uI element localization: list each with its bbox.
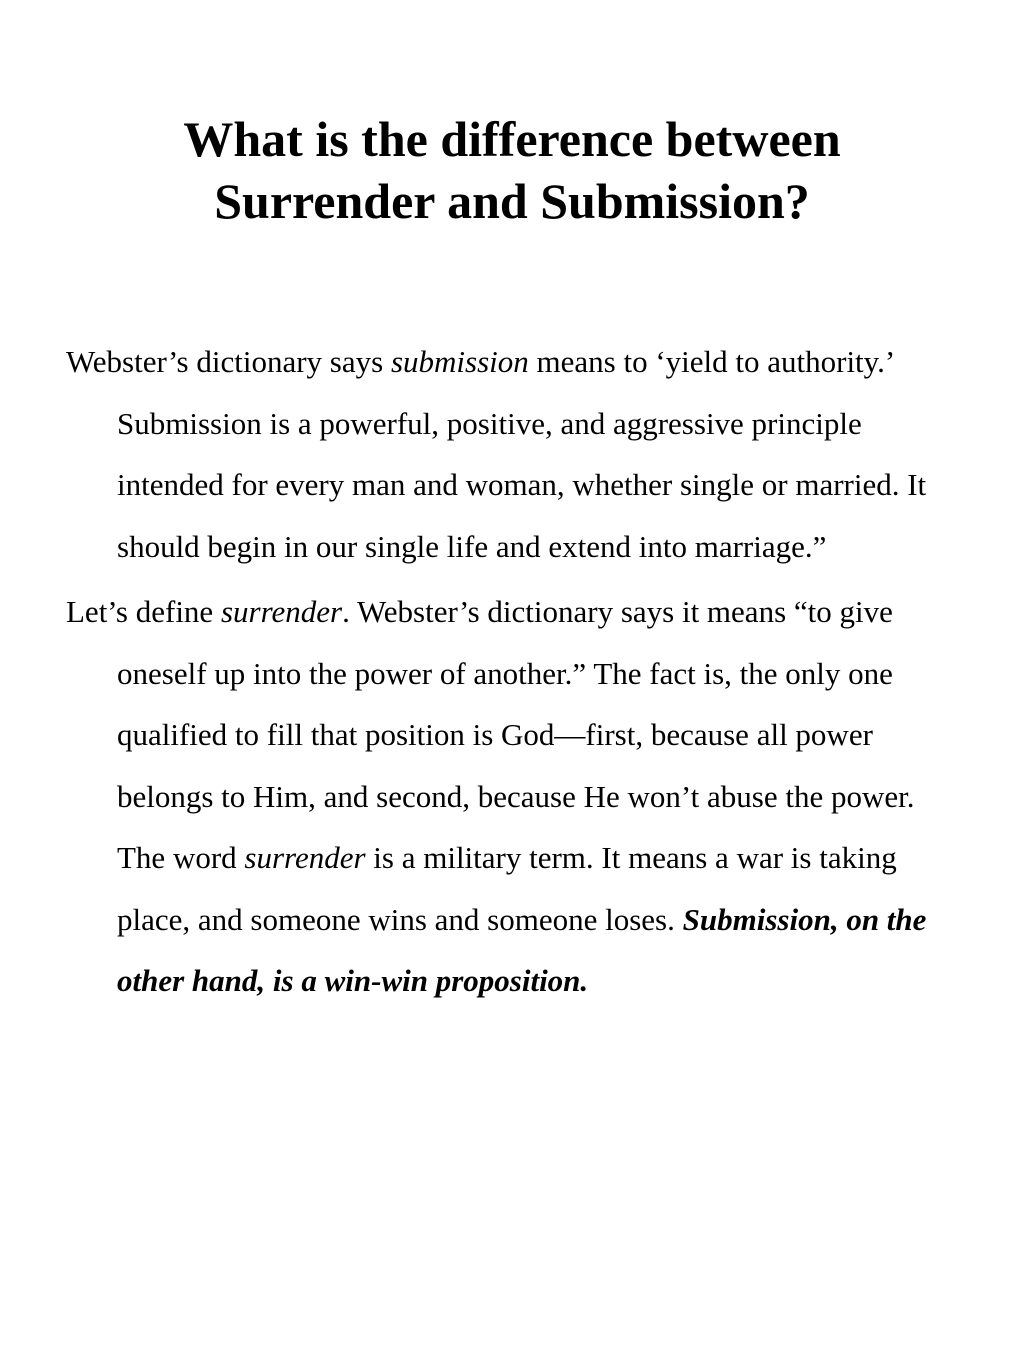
- emphasis-conclusion: Submission, on the other hand, is a win-win proposition.: [117, 901, 927, 998]
- paragraph-text: is a military term. It means a war is taking place, and someone wins and someone loses.: [117, 840, 897, 937]
- paragraph-text: Let’s define: [66, 594, 221, 629]
- title-line-1: What is the difference between: [183, 111, 841, 167]
- italic-term-submission: submission: [390, 344, 529, 379]
- page-title: [0, 108, 1024, 232]
- body-text: [66, 331, 966, 1016]
- paragraph-text: Webster’s dictionary says: [66, 344, 391, 379]
- paragraph-text: means to ‘yield to authority.’ Submission is a powerful, positive, and aggressive principle intended for every man and woman, whether single or married. It should begin in our single life and extend into marriage.”: [117, 344, 927, 564]
- paragraph-text: . Webster’s dictionary says it means “to give oneself up into the power of another.” The fact is, the only one qualified to fill that position is God—first, because all power belongs to Him, and second, because He won’t abuse the power. The word: [117, 594, 915, 875]
- title-line-2: Surrender and Submission?: [214, 173, 810, 229]
- italic-term-surrender: surrender: [220, 594, 343, 629]
- paragraph-surrender: [66, 581, 966, 1012]
- paragraph-submission: [66, 331, 966, 577]
- italic-term-surrender: surrender: [244, 840, 366, 875]
